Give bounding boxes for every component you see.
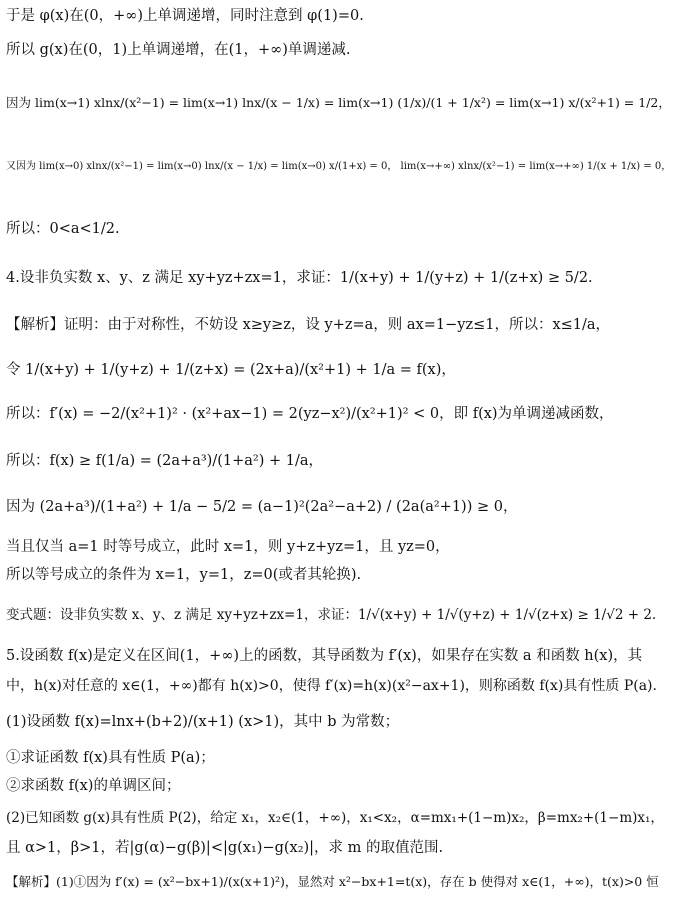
text-line: 且 α>1，β>1，若|g(α)−g(β)|<|g(x₁)−g(x₂)|，求 m 的取值范围. — [6, 840, 444, 856]
formula-line: 又因为 lim(x→0) xlnx/(x²−1) = lim(x→0) lnx/(x − 1/x) = lim(x→0) x/(1+x) = 0， lim(x→+∞) xlnx/(x²−1) = lim(x→+∞) 1/(x + 1/x) = 0， — [6, 161, 672, 172]
formula-line: 令 1/(x+y) + 1/(y+z) + 1/(z+x) = (2x+a)/(x²+1) + 1/a = f(x)， — [6, 362, 456, 378]
formula-line: 因为 lim(x→1) xlnx/(x²−1) = lim(x→1) lnx/(x − 1/x) = lim(x→1) (1/x)/(1 + 1/x²) = lim(x→1) x/(x²+1) = 1/2， — [6, 95, 671, 110]
text-line: 【解析】证明：由于对称性，不妨设 x≥y≥z，设 y+z=a，则 ax=1−yz≤1，所以：x≤1/a， — [6, 317, 611, 333]
formula-line: 所以：f′(x) = −2/(x²+1)² · (x²+ax−1) = 2(yz−x²)/(x²+1)² < 0，即 f(x)为单调递减函数， — [6, 406, 614, 422]
text-line: 所以等号成立的条件为 x=1，y=1，z=0(或者其轮换). — [6, 567, 362, 583]
text-line: 中，h(x)对任意的 x∈(1，+∞)都有 h(x)>0，使得 f′(x)=h(x)(x²−ax+1)，则称函数 f(x)具有性质 P(a). — [6, 678, 657, 694]
text-line: (2)已知函数 g(x)具有性质 P(2)，给定 x₁，x₂∈(1，+∞)，x₁<x₂，α=mx₁+(1−m)x₂，β=mx₂+(1−m)x₁， — [6, 810, 664, 826]
formula-line: 【解析】(1)①因为 f′(x) = (x²−bx+1)/(x(x+1)²)，显然对 x²−bx+1=t(x)，存在 b 使得对 x∈(1，+∞)，t(x)>0 恒 — [6, 874, 659, 889]
text-line: 所以 g(x)在(0，1)上单调递增，在(1，+∞)单调递减. — [6, 42, 351, 58]
problem-heading: 4.设非负实数 x、y、z 满足 xy+yz+zx=1，求证：1/(x+y) + 1/(y+z) + 1/(z+x) ≥ 5/2. — [6, 270, 593, 286]
formula-line: 因为 (2a+a³)/(1+a²) + 1/a − 5/2 = (a−1)²(2a²−a+2) / (2a(a²+1)) ≥ 0， — [6, 499, 518, 515]
text-line: 于是 φ(x)在(0，+∞)上单调递增，同时注意到 φ(1)=0. — [6, 8, 364, 24]
formula-line: 所以：f(x) ≥ f(1/a) = (2a+a³)/(1+a²) + 1/a， — [6, 453, 323, 469]
text-line: 所以：0<a<1/2. — [6, 221, 120, 237]
text-line: 变式题：设非负实数 x、y、z 满足 xy+yz+zx=1，求证：1/√(x+y) + 1/√(y+z) + 1/√(z+x) ≥ 1/√2 + 2. — [6, 607, 657, 623]
text-line: ①求证函数 f(x)具有性质 P(a)； — [6, 750, 215, 766]
problem-heading: 5.设函数 f(x)是定义在区间(1，+∞)上的函数，其导函数为 f′(x)，如果存在实数 a 和函数 h(x)，其 — [6, 648, 643, 664]
text-line: 当且仅当 a=1 时等号成立，此时 x=1，则 y+z+yz=1，且 yz=0， — [6, 539, 450, 555]
formula-line: (1)设函数 f(x)=lnx+(b+2)/(x+1) (x>1)，其中 b 为常数； — [6, 714, 400, 730]
text-line: ②求函数 f(x)的单调区间； — [6, 778, 181, 794]
